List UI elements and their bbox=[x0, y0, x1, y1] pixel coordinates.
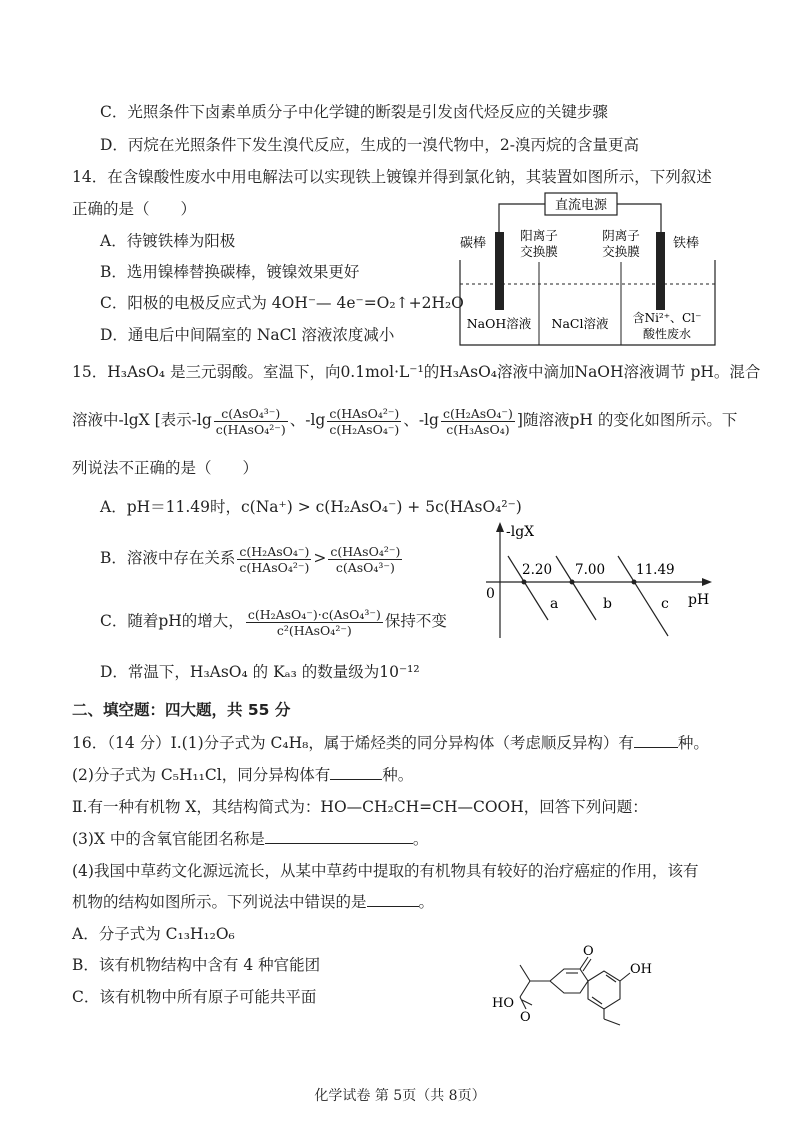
carbon-rod-label: 碳棒 bbox=[460, 236, 487, 251]
molecule-structure bbox=[480, 945, 680, 1030]
answer-blank-3[interactable] bbox=[265, 829, 413, 844]
q16-line1-text: 16．（14 分）Ⅰ.(1)分子式为 C₄H₈，属于烯烃类的同分异构体（考虑顺反异构）有 bbox=[72, 734, 634, 752]
line-c-label: c bbox=[661, 596, 669, 612]
tick-label-2: 7.00 bbox=[575, 562, 606, 578]
option-b-fraction-1 bbox=[237, 544, 311, 575]
q13-option-c: C．光照条件下卤素单质分子中化学键的断裂是引发卤代烃反应的关键步骤 bbox=[100, 103, 608, 121]
fraction-3-den: c(H₃AsO₄) bbox=[446, 421, 510, 437]
q14-option-c: C．阳极的电极反应式为 4OH⁻— 4e⁻=O₂↑+2H₂O bbox=[100, 294, 464, 312]
fraction-2-num: c(HAsO₄²⁻) bbox=[329, 405, 400, 421]
y-axis-arrow bbox=[496, 522, 504, 532]
fraction-3 bbox=[441, 406, 515, 437]
q13-option-d: D．丙烷在光照条件下发生溴代反应，生成的一溴代物中，2-溴丙烷的含量更高 bbox=[100, 136, 640, 154]
point-b bbox=[570, 580, 575, 585]
anion-membrane-label-1: 阴离子 bbox=[602, 228, 640, 243]
option-b-fraction-1-den: c(HAsO₄²⁻) bbox=[239, 559, 310, 575]
iron-rod-label: 铁棒 bbox=[673, 236, 700, 251]
electrolysis-diagram bbox=[455, 190, 720, 350]
q15-option-c-suffix: 保持不变 bbox=[384, 612, 447, 630]
q16-line4 bbox=[72, 829, 428, 849]
cation-membrane-label-2: 交换膜 bbox=[520, 244, 558, 259]
q15-stem-line2 bbox=[72, 405, 737, 437]
point-a bbox=[522, 580, 527, 585]
q15-option-b bbox=[100, 543, 404, 575]
x-axis-label: pH bbox=[688, 592, 710, 608]
fraction-2-den: c(H₂AsO₄⁻) bbox=[329, 421, 400, 437]
q15-option-a: A．pH＝11.49时，c(Na⁺) > c(H₂AsO₄⁻) + 5c(HAsO₄²⁻) bbox=[100, 498, 522, 516]
wastewater-label-1: 含Ni²⁺、Cl⁻ bbox=[632, 311, 702, 325]
option-c-fraction-num: c(H₂AsO₄⁻)·c(AsO₄³⁻) bbox=[247, 606, 381, 622]
q15-option-c-prefix: C．随着pH的增大， bbox=[100, 612, 244, 630]
power-supply-label: 直流电源 bbox=[554, 198, 608, 213]
option-b-fraction-1-num: c(H₂AsO₄⁻) bbox=[239, 543, 310, 559]
q15-stem-text-a: 溶液中-lgX [表示-lg bbox=[72, 411, 212, 429]
q16-line4-end: 。 bbox=[412, 830, 429, 848]
q16-line3: Ⅱ.有一种有机物 X，其结构简式为：HO—CH₂CH=CH—COOH，回答下列问题： bbox=[72, 798, 648, 816]
carbon-rod bbox=[495, 232, 504, 310]
fraction-2 bbox=[327, 406, 401, 437]
q16-line6 bbox=[72, 892, 434, 912]
ph-graph bbox=[478, 518, 718, 640]
q16-option-c: C．该有机物中所有原子可能共平面 bbox=[72, 988, 317, 1006]
q14-stem-line2: 正确的是（ ） bbox=[72, 200, 197, 218]
q16-line1-unit: 种。 bbox=[677, 734, 709, 752]
q16-line5: (4)我国中草药文化源远流长，从某中草药中提取的有机物具有较好的治疗癌症的作用，该有 bbox=[72, 862, 699, 880]
carboxyl-oxygen-label: O bbox=[520, 1010, 531, 1025]
q16-line1 bbox=[72, 733, 709, 753]
fraction-1 bbox=[214, 406, 288, 437]
q15-option-d: D．常温下，H₃AsO₄ 的 Kₐ₃ 的数量级为10⁻¹² bbox=[100, 663, 420, 681]
section-2-heading: 二、填空题：四大题，共 55 分 bbox=[72, 701, 291, 719]
page-footer: 化学试卷 第 5页（共 8页） bbox=[314, 1088, 486, 1104]
wastewater-label-2: 酸性废水 bbox=[642, 327, 692, 341]
cation-membrane-label-1: 阳离子 bbox=[520, 228, 558, 243]
answer-blank-1[interactable] bbox=[634, 733, 678, 748]
iron-rod bbox=[656, 232, 665, 310]
q14-stem-line1: 14．在含镍酸性废水中用电解法可以实现铁上镀镍并得到氯化钠，其装置如图所示，下列叙述 bbox=[72, 168, 712, 186]
q14-option-b: B．选用镍棒替换碳棒，镀镍效果更好 bbox=[100, 263, 360, 281]
separator-1: 、-lg bbox=[289, 411, 326, 429]
answer-blank-4[interactable] bbox=[367, 892, 419, 907]
option-b-fraction-2-num: c(HAsO₄²⁻) bbox=[330, 543, 401, 559]
q15-option-c bbox=[100, 606, 447, 638]
q16-line6-end: 。 bbox=[418, 893, 435, 911]
fraction-1-den: c(HAsO₄²⁻) bbox=[215, 421, 286, 437]
line-a-label: a bbox=[550, 596, 559, 612]
greater-than-sign: > bbox=[313, 549, 327, 567]
anion-membrane-label-2: 交换膜 bbox=[602, 244, 640, 259]
x-axis-arrow bbox=[702, 578, 712, 586]
q15-option-b-prefix: B．溶液中存在关系 bbox=[100, 549, 236, 567]
hydroxyl-label: OH bbox=[630, 962, 652, 977]
option-b-fraction-2-den: c(AsO₄³⁻) bbox=[335, 559, 395, 575]
separator-2: 、-lg bbox=[403, 411, 439, 429]
q16-line2-unit: 种。 bbox=[382, 766, 414, 784]
point-c bbox=[632, 580, 637, 585]
naoh-solution-label: NaOH溶液 bbox=[466, 316, 532, 331]
tick-label-1: 2.20 bbox=[522, 562, 553, 578]
fraction-3-num: c(H₂AsO₄⁻) bbox=[442, 405, 513, 421]
nacl-solution-label: NaCl溶液 bbox=[551, 316, 609, 331]
q16-line2-text: (2)分子式为 C₅H₁₁Cl，同分异构体有 bbox=[72, 766, 331, 784]
q16-line4-text: (3)X 中的含氧官能团名称是 bbox=[72, 830, 265, 848]
y-axis-label: -lgX bbox=[506, 524, 535, 540]
q16-option-b: B．该有机物结构中含有 4 种官能团 bbox=[72, 956, 321, 974]
q14-option-a: A．待镀铁棒为阳极 bbox=[100, 232, 236, 250]
q16-option-a: A．分子式为 C₁₃H₁₂O₆ bbox=[72, 925, 235, 943]
carbonyl-oxygen-label: O bbox=[583, 945, 594, 959]
carboxyl-ho-label: HO bbox=[492, 996, 514, 1011]
option-b-fraction-2 bbox=[328, 544, 402, 575]
q15-stem-line3: 列说法不正确的是（ ） bbox=[72, 459, 259, 477]
line-b-label: b bbox=[603, 596, 612, 612]
option-c-fraction bbox=[246, 607, 383, 638]
fraction-1-num: c(AsO₄³⁻) bbox=[214, 406, 288, 422]
option-c-fraction-den: c²(HAsO₄²⁻) bbox=[276, 622, 352, 638]
answer-blank-2[interactable] bbox=[330, 765, 382, 780]
q15-stem-text-b: ]随溶液pH 的变化如图所示。下 bbox=[516, 411, 738, 429]
q14-option-d: D．通电后中间隔室的 NaCl 溶液浓度减小 bbox=[100, 326, 395, 344]
tick-label-3: 11.49 bbox=[636, 562, 675, 578]
q16-line6-text: 机物的结构如图所示。下列说法中错误的是 bbox=[72, 893, 367, 911]
origin-label: 0 bbox=[486, 586, 495, 602]
q15-stem-line1: 15．H₃AsO₄ 是三元弱酸。室温下，向0.1mol·L⁻¹的H₃AsO₄溶液中滴加NaOH溶液调节 pH。混合 bbox=[72, 363, 761, 381]
q16-line2 bbox=[72, 765, 413, 785]
